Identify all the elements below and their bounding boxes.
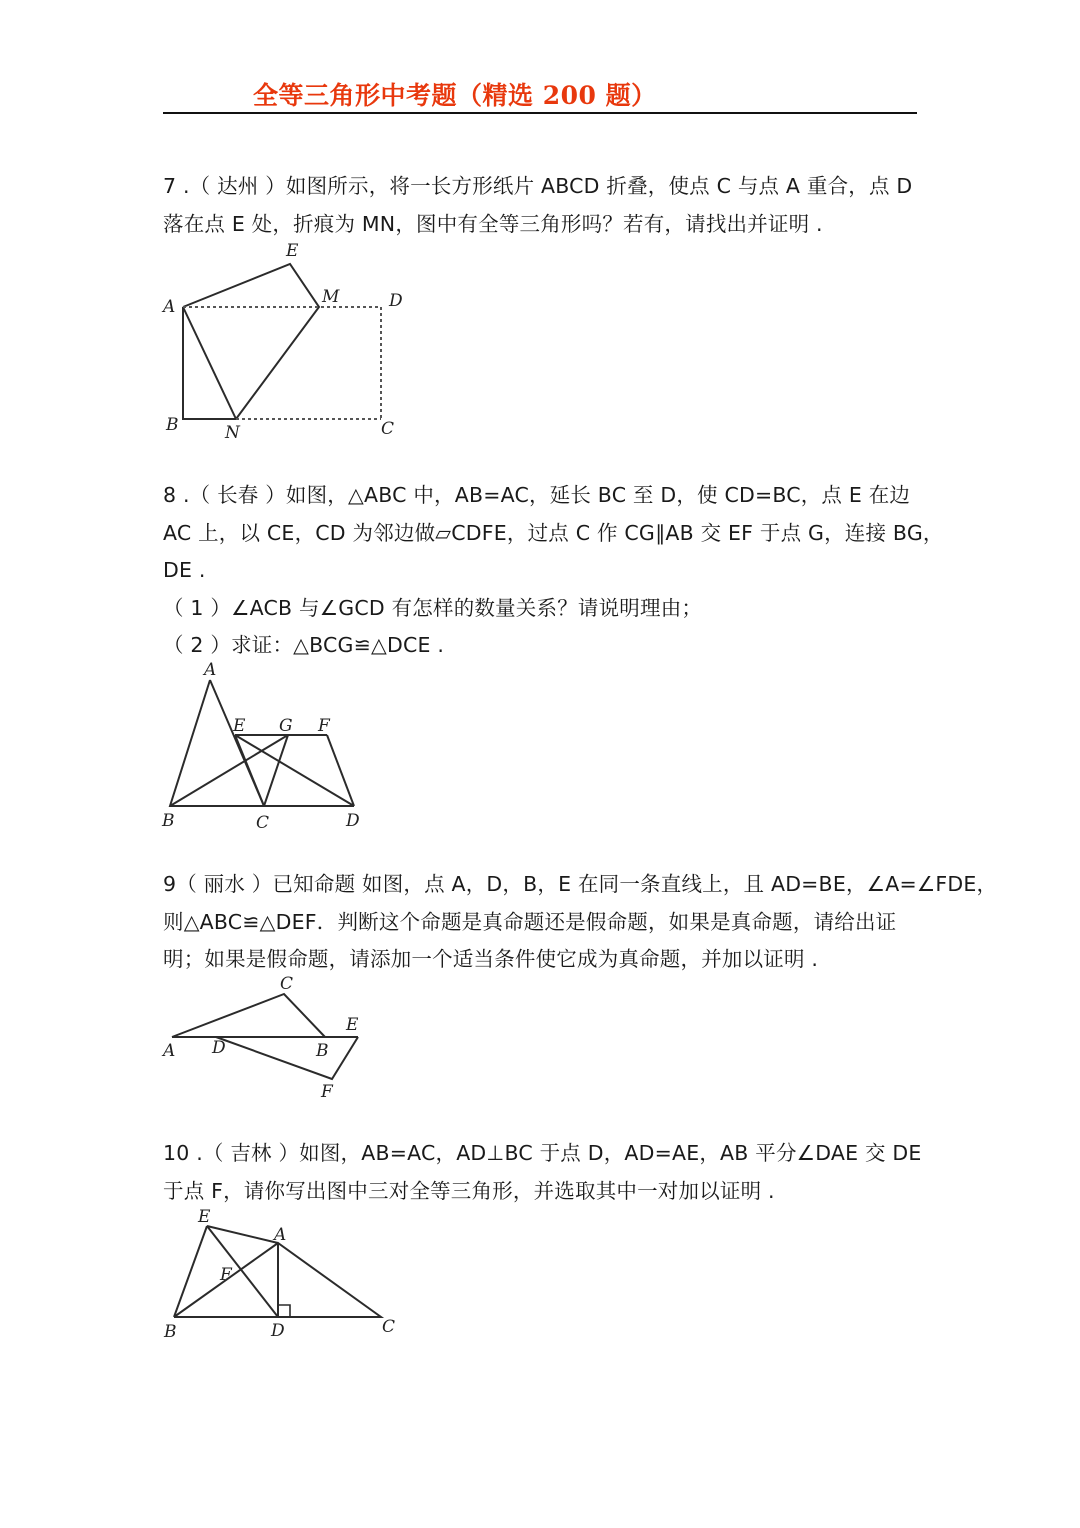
question-8-line: （ 1 ）∠ACB 与∠GCD 有怎样的数量关系？请说明理由； <box>163 595 703 620</box>
question-8-figure <box>160 660 375 835</box>
label-a: A <box>274 1225 287 1245</box>
question-9-line: 9（ 丽水 ）已知命题 如图，点 A，D，B，E 在同一条直线上，且 AD=BE，∠A=∠FDE， <box>163 872 998 896</box>
question-10-line: 于点 F，请你写出图中三对全等三角形，并选取其中一对加以证明 . <box>163 1178 775 1203</box>
label-b: B <box>164 1322 177 1342</box>
segment-de <box>235 735 354 806</box>
label-c: C <box>256 813 270 833</box>
document-title: 全等三角形中考题（精选 200 题） <box>253 81 657 110</box>
question-8-line: （ 2 ）求证：△BCG≌△DCE . <box>163 633 445 657</box>
label-c: C <box>280 974 294 994</box>
question-9-line: 则△ABC≌△DEF．判断这个命题是真命题还是假命题，如果是真命题，请给出证 <box>163 909 897 934</box>
question-7-line: 7 .（ 达州 ）如图所示，将一长方形纸片 ABCD 折叠，使点 C 与点 A 重合，点 D <box>163 174 913 198</box>
question-9-text <box>163 866 998 979</box>
label-a: A <box>204 660 217 680</box>
label-f: F <box>321 1082 333 1102</box>
segment-fd <box>327 735 354 806</box>
label-g: G <box>279 716 293 736</box>
segment-ec <box>235 735 264 806</box>
label-a: A <box>163 1041 176 1061</box>
question-8-line: DE . <box>163 558 206 582</box>
fold-segment-an <box>183 307 236 419</box>
label-d: D <box>389 291 403 311</box>
label-m: M <box>322 287 340 307</box>
label-f: F <box>318 716 330 736</box>
header-divider <box>163 112 917 114</box>
fold-boundary <box>183 264 319 419</box>
question-8-line: AC 上，以 CE，CD 为邻边做▱CDFE，过点 C 作 CG∥AB 交 EF 于点 G，连接 BG， <box>163 520 944 545</box>
label-d: D <box>346 811 360 831</box>
label-e: E <box>233 716 246 736</box>
label-b: B <box>316 1041 329 1061</box>
label-e: E <box>198 1207 211 1227</box>
label-d: D <box>271 1321 285 1341</box>
question-7-text <box>163 168 923 243</box>
label-d: D <box>212 1038 226 1058</box>
question-10-text <box>163 1135 923 1210</box>
triangle-def <box>216 1037 358 1079</box>
segment-cg <box>264 735 288 806</box>
question-10-figure <box>160 1202 405 1347</box>
question-9-line: 明；如果是假命题，请添加一个适当条件使它成为真命题，并加以证明 . <box>163 947 819 971</box>
label-a: A <box>163 297 176 317</box>
segment-eb <box>174 1226 207 1317</box>
question-10-line: 10 .（ 吉林 ）如图，AB=AC，AD⊥BC 于点 D，AD=AE，AB 平分∠DAE 交 DE <box>163 1141 922 1165</box>
label-e: E <box>346 1015 359 1035</box>
question-8-line: 8 .（ 长春 ）如图，△ABC 中，AB=AC，延长 BC 至 D，使 CD=BC，点 E 在边 <box>163 483 911 507</box>
question-7-figure <box>160 238 420 448</box>
label-c: C <box>381 419 395 439</box>
right-angle-mark <box>278 1305 290 1317</box>
triangle-abc <box>172 994 325 1037</box>
label-f: F <box>220 1265 232 1285</box>
question-9-figure <box>160 972 375 1102</box>
label-e: E <box>286 241 299 261</box>
question-7-line: 落在点 E 处，折痕为 MN，图中有全等三角形吗？若有，请找出并证明 . <box>163 211 823 236</box>
label-n: N <box>225 423 240 443</box>
segment-bg <box>170 735 288 806</box>
question-8-text <box>163 477 944 665</box>
label-b: B <box>162 811 175 831</box>
label-b: B <box>166 415 179 435</box>
label-c: C <box>382 1317 396 1337</box>
